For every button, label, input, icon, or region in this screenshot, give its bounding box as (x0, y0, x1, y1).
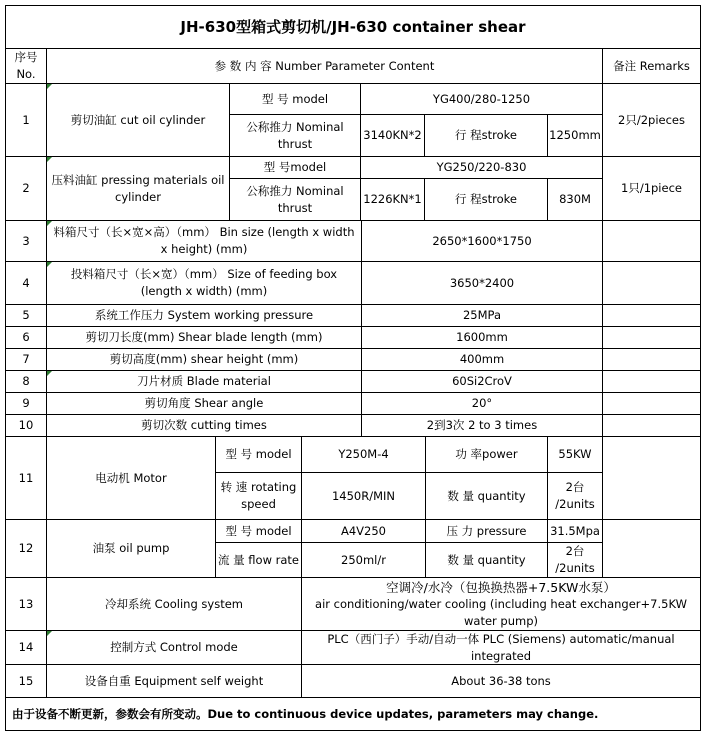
row-14-label: 控制方式 Control mode (110, 640, 238, 654)
row-9-label: 剪切角度 Shear angle (144, 396, 264, 410)
row-1-remark: 2只/2pieces (618, 112, 685, 127)
row-1-model-value: YG400/280-1250 (432, 91, 531, 106)
row-11-model-label: 型 号 model (225, 447, 292, 461)
row-3-no: 3 (22, 233, 30, 248)
row-8-no: 8 (22, 374, 30, 388)
row-3-label: 料箱尺寸（长×宽×高）（mm） Bin size (length x width x height) (mm) (53, 225, 355, 256)
row-12-qty-value: 2台 /2units (555, 544, 595, 575)
row-12-model-label: 型 号 model (225, 523, 292, 538)
row-7-no: 7 (22, 352, 30, 366)
row-15-label: 设备自重 Equipment self weight (84, 673, 264, 688)
row-11-qty-value: 2台 /2units (555, 480, 595, 511)
row-13-label: 冷却系统 Cooling system (105, 596, 243, 611)
row-11-speed-label: 转 速 rotating speed (220, 480, 297, 511)
row-4-value: 3650*2400 (449, 275, 515, 290)
row-12-flow-value: 250ml/r (341, 552, 386, 567)
row-13-value (302, 578, 700, 630)
header-content: 参 数 内 容 Number Parameter Content (214, 58, 435, 73)
row-7-label: 剪切高度(mm) shear height (mm) (109, 352, 299, 366)
row-11-name: 电动机 Motor (95, 470, 167, 485)
row-6-value: 1600mm (456, 330, 508, 344)
row-1-thrust-value: 3140KN*2 (363, 128, 422, 142)
row-5-value: 25MPa (462, 308, 502, 322)
row-9-value: 20° (471, 396, 493, 410)
row-11-no: 11 (18, 470, 34, 485)
row-11-power-value: 55KW (558, 447, 592, 461)
row-14-value: PLC（西门子）手动/自动一体 PLC (Siemens) automatic/manual integrated (327, 631, 675, 663)
row-11-model-value: Y250M-4 (338, 447, 389, 461)
row-8-label: 刀片材质 Blade material (137, 374, 271, 388)
row-5-no: 5 (22, 308, 30, 322)
row-4-label: 投料箱尺寸（长×宽）（mm） Size of feeding box (length x width) (mm) (70, 267, 338, 298)
row-2-thrust-label: 公称推力 Nominal thrust (246, 183, 344, 215)
row-10-value: 2到3次 2 to 3 times (426, 418, 538, 432)
row-10-label: 剪切次数 cutting times (141, 418, 267, 432)
row-2-name: 压料油缸 pressing materials oil cylinder (51, 172, 225, 204)
row-14-no: 14 (18, 640, 34, 654)
row-6-label: 剪切刀长度(mm) Shear blade length (mm) (85, 330, 323, 344)
row-2-thrust-value: 1226KN*1 (363, 192, 422, 206)
row-11-power-label: 功 率power (455, 447, 518, 461)
row-1-stroke-label: 行 程stroke (455, 128, 517, 142)
row-1-model-label: 型 号 model (261, 91, 329, 106)
row-5-label: 系统工作压力 System working pressure (94, 308, 314, 322)
row-1-no: 1 (22, 112, 30, 127)
row-4-no: 4 (22, 275, 30, 290)
row-8-value: 60Si2CroV (452, 374, 512, 388)
row-3-value: 2650*1600*1750 (432, 233, 532, 248)
row-15-no: 15 (18, 673, 34, 688)
row-6-no: 6 (22, 330, 30, 344)
row-2-remark: 1只/1piece (621, 181, 682, 195)
row-2-stroke-label: 行 程stroke (455, 192, 517, 206)
header-no: 序号 No. (14, 50, 38, 81)
row-2-model-value: YG250/220-830 (436, 160, 527, 174)
row-13-value-cn: 空调冷/水冷（包换换热器+7.5KW水泵） (386, 579, 616, 595)
row-12-pressure-value: 31.5Mpa (550, 523, 600, 538)
row-9-no: 9 (22, 396, 30, 410)
row-12-name: 油泵 oil pump (92, 541, 170, 555)
footer-note: 由于设备不断更新，参数会有所变动。Due to continuous device updates, parameters may change. (12, 706, 599, 721)
row-10-no: 10 (18, 418, 34, 432)
row-12-flow-label: 流 量 flow rate (218, 552, 300, 567)
row-11-qty-label: 数 量 quantity (447, 488, 526, 503)
row-2-no: 2 (22, 181, 30, 195)
row-12-qty-label: 数 量 quantity (447, 552, 526, 567)
row-12-model-value: A4V250 (340, 523, 386, 538)
row-12-no: 12 (18, 541, 34, 555)
row-1-thrust-label: 公称推力 Nominal thrust (246, 119, 344, 151)
row-7-value: 400mm (459, 352, 505, 366)
sheet-title: JH-630型箱式剪切机/JH-630 container shear (180, 17, 526, 36)
row-15-value: About 36-38 tons (451, 673, 551, 688)
row-1-name: 剪切油缸 cut oil cylinder (70, 112, 206, 127)
row-2-model-label: 型 号model (263, 160, 327, 174)
row-11-speed-value: 1450R/MIN (331, 488, 396, 503)
row-1-stroke-value: 1250mm (549, 128, 601, 142)
row-2-stroke-value: 830M (559, 192, 591, 206)
header-remarks: 备注 Remarks (613, 58, 690, 73)
row-12-pressure-label: 压 力 pressure (446, 523, 527, 538)
row-13-value-en: air conditioning/water cooling (including heat exchanger+7.5KW water pump) (315, 596, 687, 628)
row-13-no: 13 (18, 596, 34, 611)
